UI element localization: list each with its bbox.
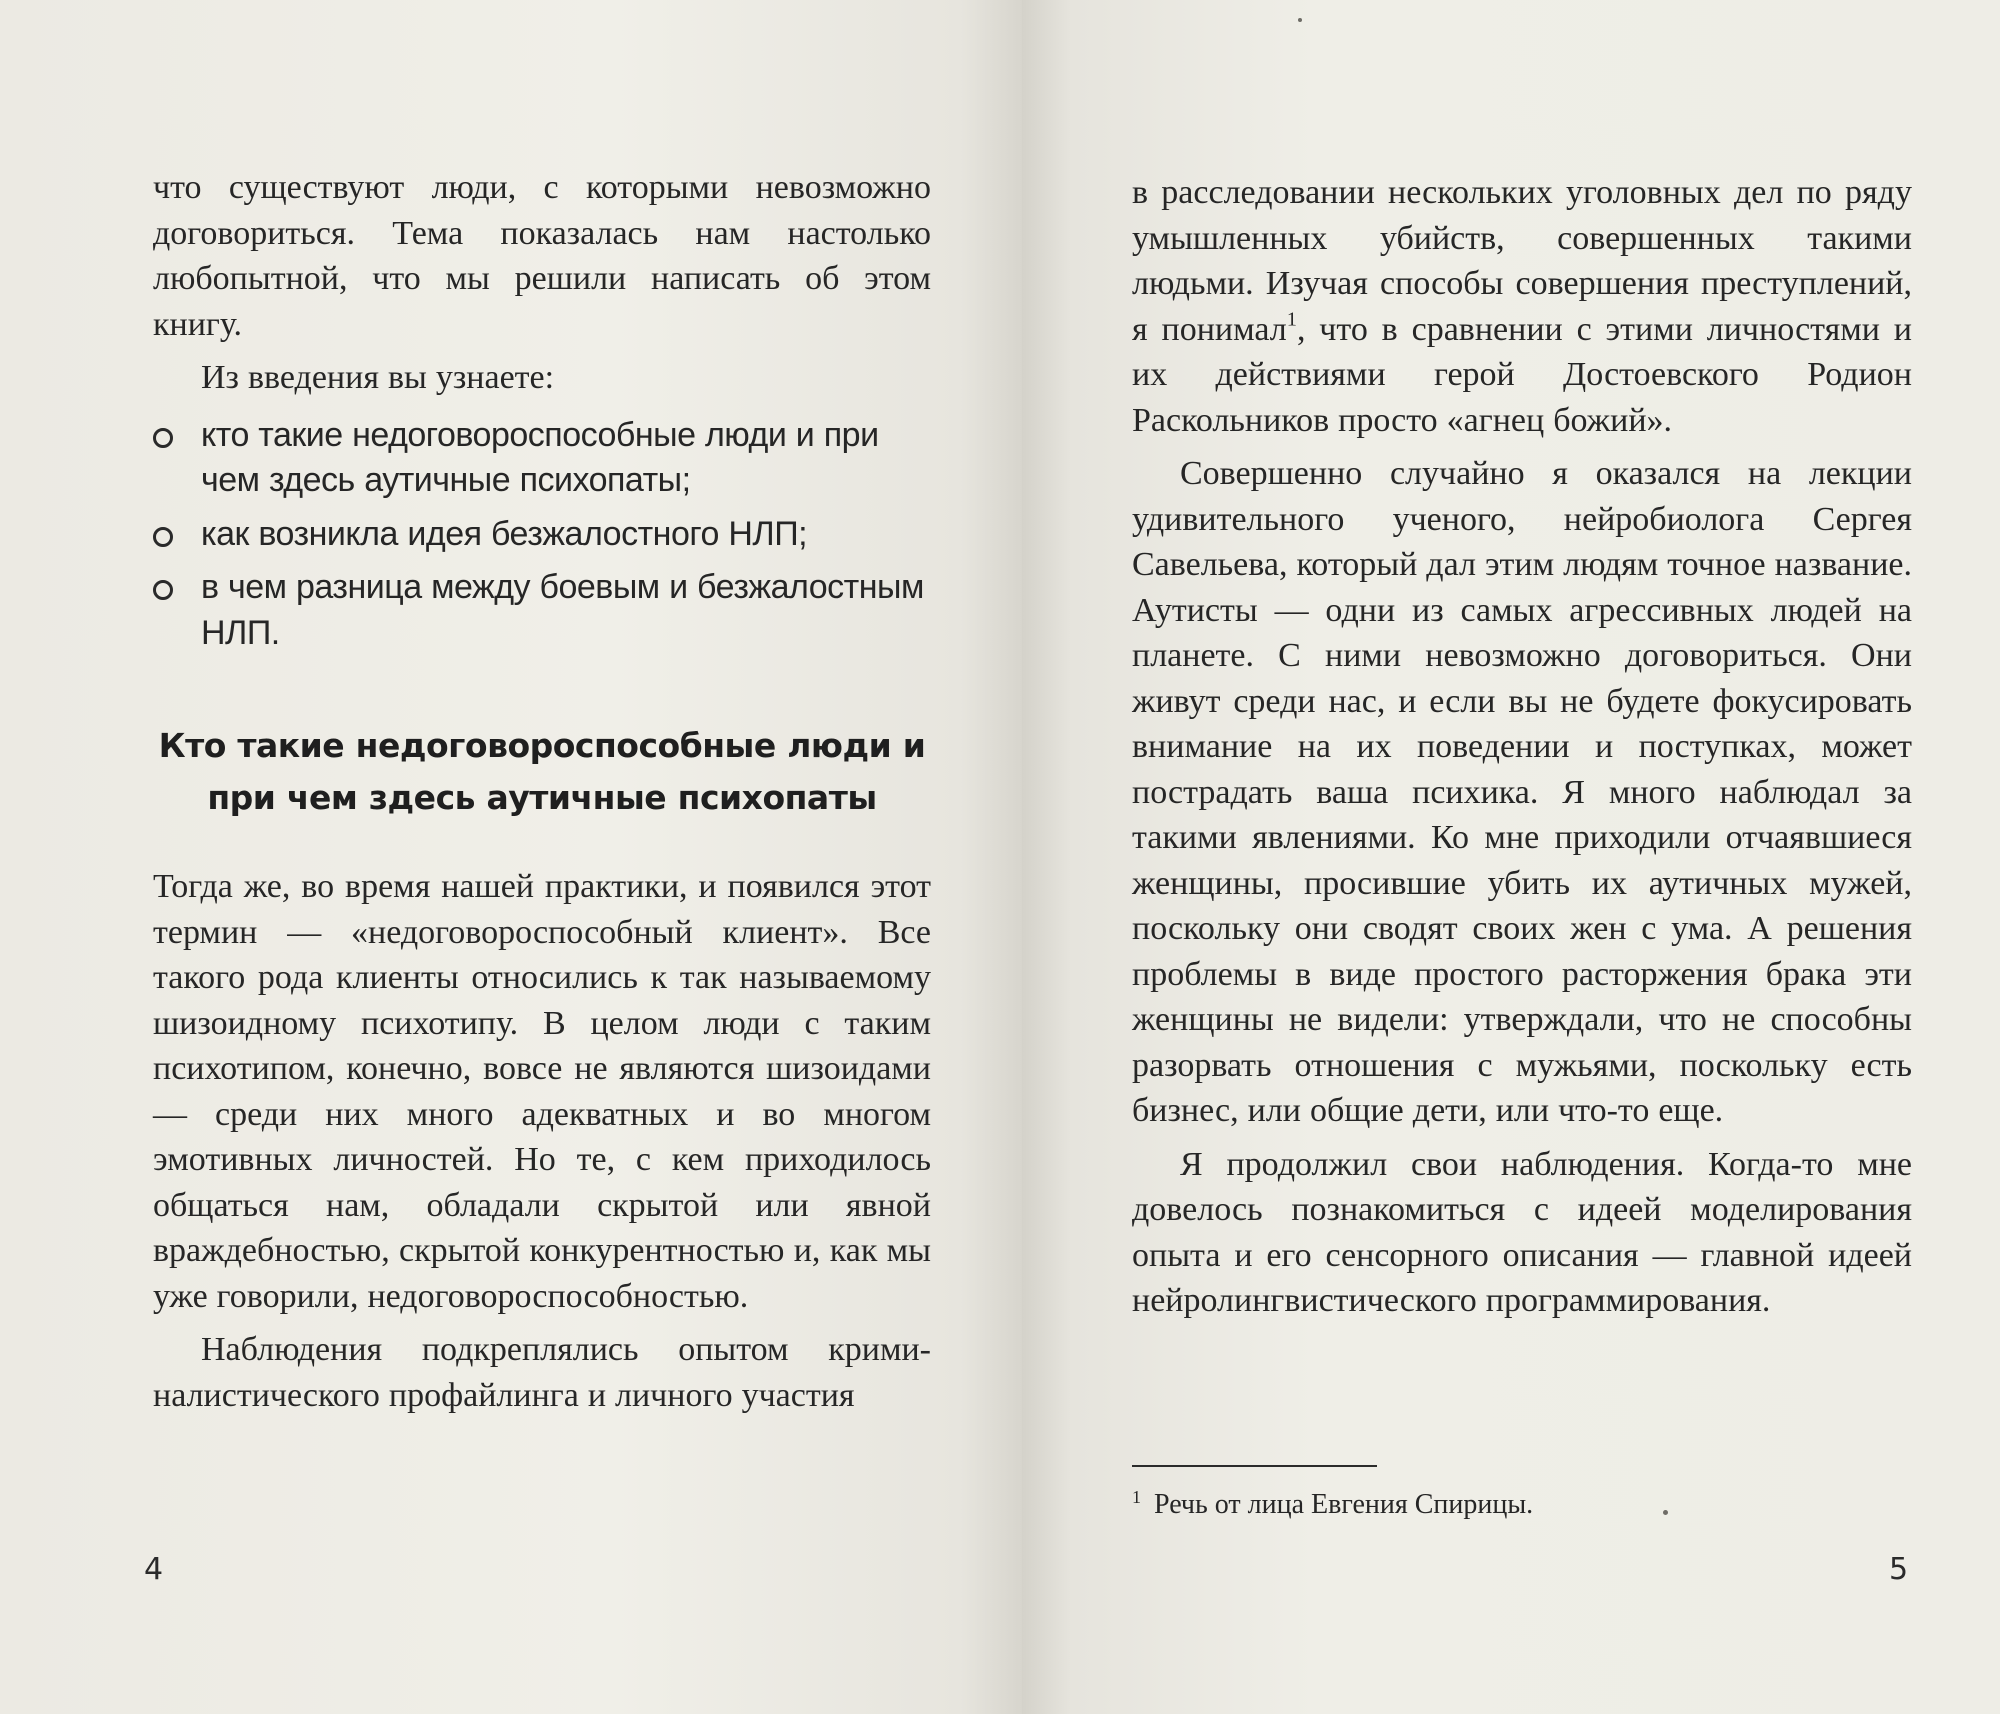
paper-speck [1663, 1510, 1668, 1515]
right-page-text-column [1132, 170, 1912, 1324]
right-page [1022, 0, 2000, 1714]
bullet-item-text: в чем разница между боевым и безжалостным НЛП. [201, 568, 924, 652]
footnote-text: Речь от лица Евгения Спирицы. [1154, 1489, 1534, 1520]
right-paragraph-2: Совершенно случайно я оказался на лекции удивительного ученого, нейробиолога Сергея Савельева, который дал этим людям точное название. Аутисты — одни из самых агрессивных людей на планете. С ними невозможно договориться. Они живут среди нас, и если вы не будете фокусировать внимание на их поведении и поступках, может пострадать ваша психика. Я много наблюдал за такими явлениями. Ко мне приходили отчаявшиеся женщины, просившие убить их аутичных мужей, поскольку они сводят своих жен с ума. А решения проблемы в виде простого расторжения брака эти женщины не видели: утверждали, что не способны разорвать отношения с мужьями, поскольку есть бизнес, или общие дети, или что-то еще. [1132, 455, 1912, 1129]
footnote-number: 1 [1132, 1487, 1141, 1507]
right-paragraph-1 [1132, 170, 1912, 443]
intro-bullet-list [153, 413, 931, 657]
bullet-item-1 [153, 413, 931, 504]
section-heading: Кто такие недоговороспособные люди и при чем здесь аутичные психопаты [158, 726, 926, 817]
footnote-reference[interactable]: 1 [1286, 308, 1297, 331]
left-paragraph-1: что существуют люди, с которыми невозможно договориться. Тема показалась нам настолько любопытной, что мы решили написать об этом книгу. [153, 169, 931, 343]
circle-bullet-icon [153, 428, 173, 448]
page-number-left: 4 [144, 1552, 164, 1587]
bullet-item-text: кто такие недоговороспособные люди и при чем здесь аутичные психопаты; [201, 415, 879, 499]
bullet-item-3 [153, 565, 931, 656]
footnote [1132, 1477, 1892, 1525]
left-paragraph-2: Из введения вы узнаете: [201, 359, 555, 396]
paper-speck [1298, 18, 1302, 22]
right-paragraph-1-part-b: , что в сравнении с этими личностями и их действиями герой Достоевского Родион Раскольников просто «агнец божий». [1132, 310, 1912, 439]
left-page-text-column [153, 165, 931, 1418]
right-paragraph-3: Я продолжил свои наблюдения. Когда-то мне довелось познакомиться с идеей моделирования опыта и его сенсорного описания — главной идеей нейролингвистического программирования. [1132, 1145, 1912, 1319]
bullet-item-2 [153, 512, 931, 558]
circle-bullet-icon [153, 580, 173, 600]
page-number-right: 5 [1889, 1552, 1909, 1587]
circle-bullet-icon [153, 527, 173, 547]
right-paragraph-1-part-a: в расследовании нескольких уголовных дел по ряду умышленных убийств, совершенных такими людьми. Изучая способы совершения преступлений, я понимал [1132, 174, 1912, 348]
left-paragraph-4: Наблюдения подкреплялись опытом криминалистического профайлинга и личного участия [153, 1331, 931, 1414]
bullet-item-text: как возникла идея безжалостного НЛП; [201, 514, 808, 553]
left-paragraph-3: Тогда же, во время нашей практики, и появился этот термин — «недоговороспособный клиент». Все такого рода клиенты относились к так называемому шизоидному психотипу. В целом люди с таким психотипом, конечно, вовсе не являются шизоидами — среди них много адекватных и во многом эмотивных личностей. Но те, с кем приходилось общаться нам, обладали скрытой или явной враждебностью, скрытой конкурентностью и, как мы уже говорили, недоговороспособностью. [153, 868, 931, 1315]
footnote-divider [1132, 1465, 1377, 1467]
